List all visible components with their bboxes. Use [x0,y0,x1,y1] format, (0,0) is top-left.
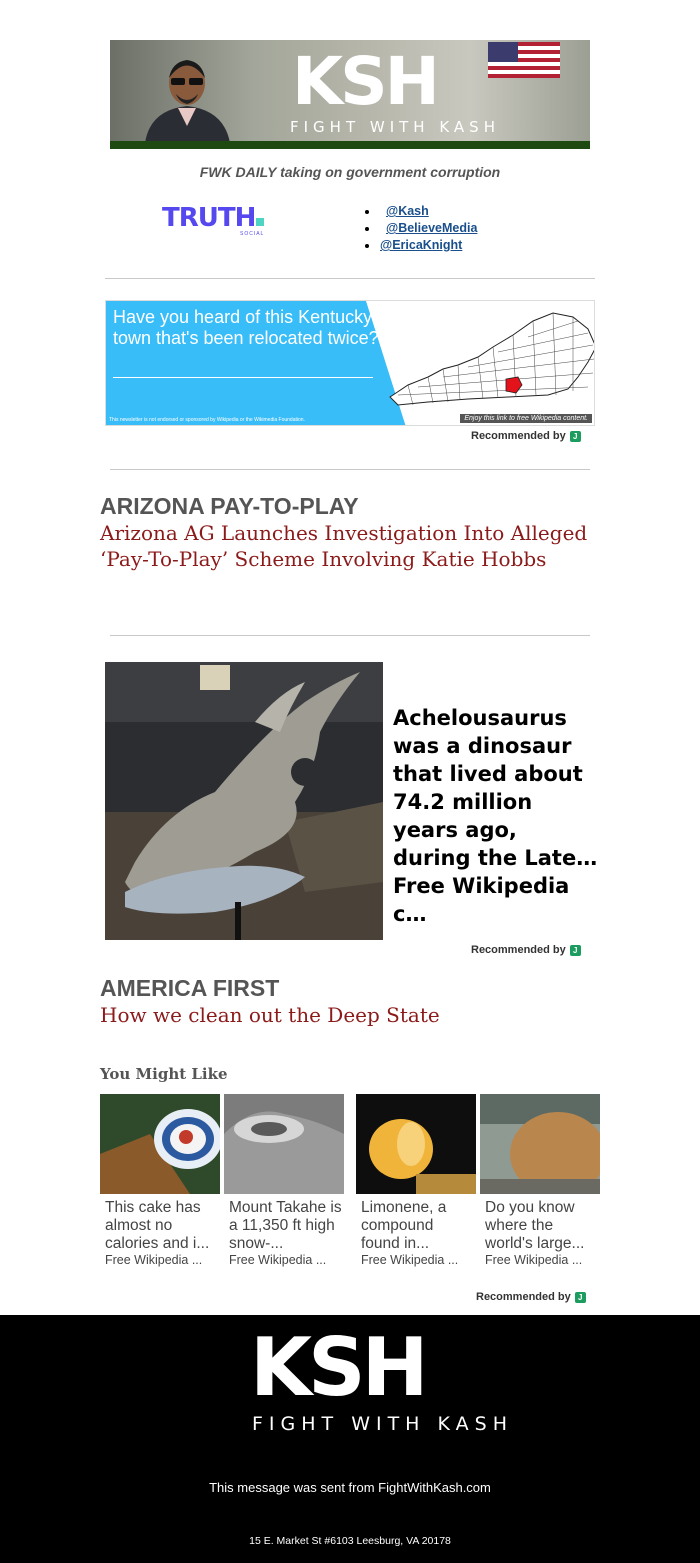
person-photo [140,48,235,143]
recommended-by-badge[interactable] [476,1291,586,1303]
list-item [365,237,477,254]
you-might-like-heading: You Might Like [100,1065,228,1083]
story-link-arizona[interactable]: Arizona AG Launches Investigation Into Alleged ‘Pay-To-Play’ Scheme Involving Katie Hobbs [100,521,588,571]
recommended-by-badge[interactable] [471,430,581,442]
list-item [365,203,477,220]
cake-thumbnail [100,1094,220,1194]
truth-logo-sub: SOCIAL [240,231,265,237]
ksh-logo: KSH [292,43,437,120]
section-title-arizona: ARIZONA PAY-TO-PLAY [100,493,359,519]
truth-logo-text: TRUTH [162,203,256,233]
bullet-icon [365,227,369,231]
card-title: This cake has almost no calories and i... [105,1199,210,1252]
banner-ground [110,141,590,149]
recommendation-card[interactable] [100,1094,220,1267]
jeeng-logo-icon: J [575,1292,586,1303]
handle-link-kash[interactable]: @Kash [386,204,429,218]
header-banner[interactable] [110,40,590,149]
card-title: Limonene, a compound found in... [361,1199,447,1252]
jeeng-logo-icon: J [570,431,581,442]
dinosaur-skull-image[interactable] [105,662,383,940]
footer-ksh-logo[interactable]: KSH [250,1321,425,1414]
list-item [365,220,477,237]
social-handles-list [365,203,477,254]
ksh-logo-subtitle: FIGHT WITH KASH [290,118,500,136]
divider [110,635,590,636]
ad-headline: Have you heard of this Kentucky town that's been relocated twice? [113,307,379,348]
dinosaur-illustration [105,662,383,940]
section-title-america-first: AMERICA FIRST [100,975,280,1001]
handle-link-believemedia[interactable]: @BelieveMedia [386,221,478,235]
recommendation-card[interactable] [224,1094,344,1267]
bullet-icon [365,210,369,214]
jeeng-logo-icon: J [570,945,581,956]
ad-dinosaur-text[interactable]: Achelousaurus was a dinosaur that lived about 74.2 million years ago, during the Late… Free Wikipedia c… [393,706,598,926]
bullet-icon [365,244,369,248]
truth-social-logo[interactable] [162,203,264,233]
divider [110,469,590,470]
recommendation-card[interactable] [356,1094,476,1267]
recommended-by-badge[interactable] [471,944,581,956]
recommended-label: Recommended by [476,1291,571,1303]
card-title: Mount Takahe is a 11,350 ft high snow-... [229,1199,342,1252]
card-title: Do you know where the world's large... [485,1199,585,1252]
handle-link-ericaknight[interactable]: @EricaKnight [380,238,463,252]
card-source: Free Wikipedia ... [485,1253,583,1267]
mount-takahe-thumbnail [224,1094,344,1194]
ball-of-twine-thumbnail [480,1094,600,1194]
recommended-label: Recommended by [471,944,566,956]
card-source: Free Wikipedia ... [361,1253,459,1267]
recommended-label: Recommended by [471,430,566,442]
ad-rule [113,377,373,378]
card-source: Free Wikipedia ... [105,1253,203,1267]
limonene-thumbnail [356,1094,476,1194]
footer-message: This message was sent from FightWithKash.com [209,1480,491,1495]
truth-dot-icon [256,218,264,226]
card-source: Free Wikipedia ... [229,1253,327,1267]
footer-logo-subtitle: FIGHT WITH KASH [252,1413,513,1435]
kentucky-map-image [388,307,595,417]
ad-caption: Enjoy this link to free Wikipedia content. [460,414,592,423]
tagline: FWK DAILY taking on government corruption [199,164,501,180]
ad-fine-print: This newsletter is not endorsed or sponsored by Wikipedia or the Wikimedia Foundation. [109,417,305,423]
kentucky-ad[interactable] [105,300,595,426]
divider [105,278,595,279]
us-flag-image [488,42,560,78]
recommendation-card[interactable] [480,1094,600,1267]
story-link-deep-state[interactable]: How we clean out the Deep State [100,1003,440,1027]
footer-address: 15 E. Market St #6103 Leesburg, VA 20178 [249,1535,451,1547]
footer [0,1315,700,1563]
